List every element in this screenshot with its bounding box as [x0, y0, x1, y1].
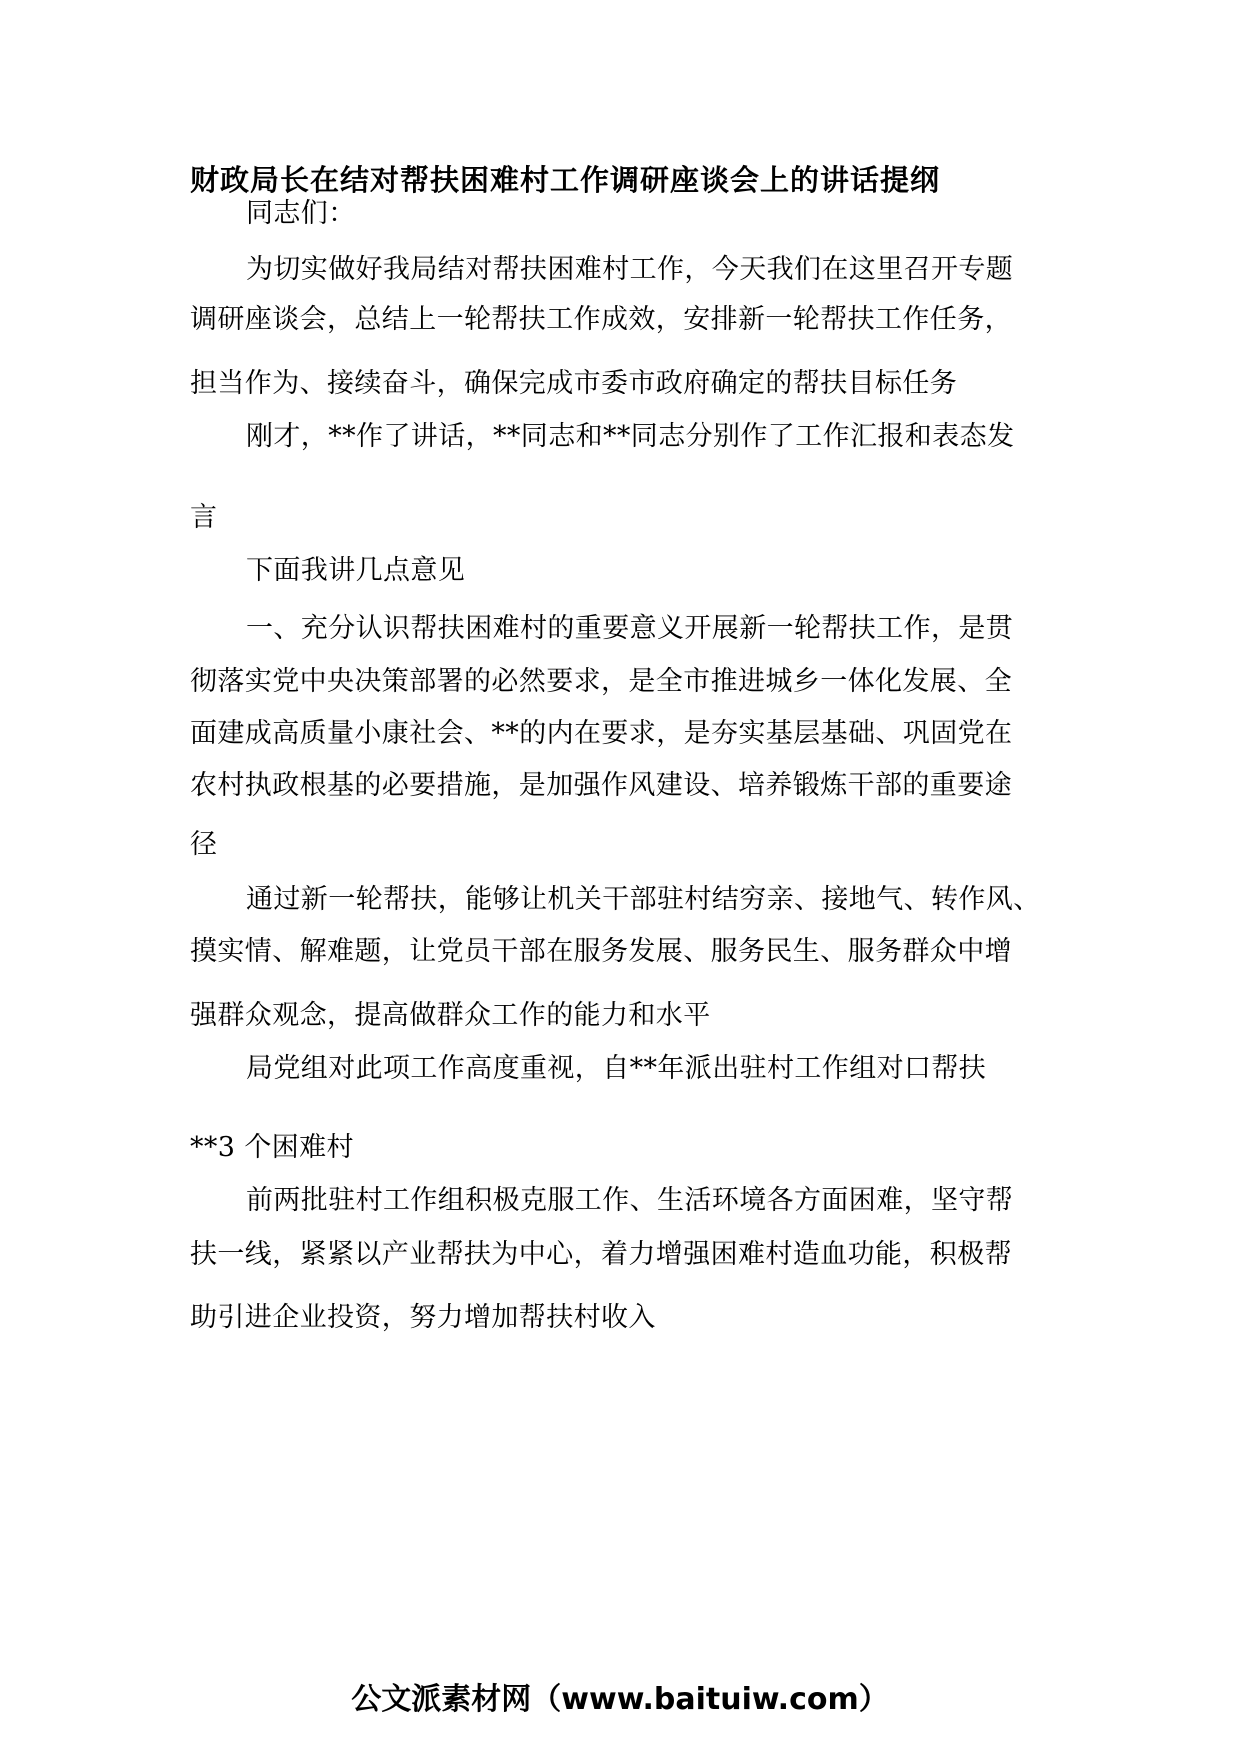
- paragraph-line: 前两批驻村工作组积极克服工作、生活环境各方面困难，坚守帮: [246, 1185, 1014, 1216]
- paragraph-line: 彻落实党中央决策部署的必然要求，是全市推进城乡一体化发展、全: [190, 666, 1012, 697]
- paragraph-line: 助引进企业投资，努力增加帮扶村收入: [190, 1302, 656, 1333]
- paragraph-line: 强群众观念，提高做群众工作的能力和水平: [190, 1000, 711, 1031]
- paragraph-line: 局党组对此项工作高度重视，自**年派出驻村工作组对口帮扶: [246, 1053, 987, 1084]
- document-title: 财政局长在结对帮扶困难村工作调研座谈会上的讲话提纲: [190, 163, 941, 197]
- paragraph-line: 扶一线，紧紧以产业帮扶为中心，着力增强困难村造血功能，积极帮: [190, 1239, 1012, 1270]
- paragraph-line: 下面我讲几点意见: [246, 555, 466, 586]
- paragraph-line: 一、充分认识帮扶困难村的重要意义开展新一轮帮扶工作，是贯: [246, 613, 1014, 644]
- paragraph-line: 径: [190, 829, 218, 860]
- paragraph-line: 调研座谈会，总结上一轮帮扶工作成效，安排新一轮帮扶工作任务，: [190, 304, 1012, 335]
- paragraph-line: 面建成高质量小康社会、**的内在要求，是夯实基层基础、巩固党在: [190, 718, 1013, 749]
- paragraph-line: 摸实情、解难题，让党员干部在服务发展、服务民生、服务群众中增: [190, 936, 1012, 967]
- paragraph-line: 言: [190, 502, 218, 533]
- salutation: 同志们：: [246, 198, 356, 229]
- paragraph-line: 为切实做好我局结对帮扶困难村工作，今天我们在这里召开专题: [246, 254, 1014, 285]
- footer-watermark: 公文派素材网（www.baituiw.com）: [351, 1682, 889, 1717]
- paragraph-line: 担当作为、接续奋斗，确保完成市委市政府确定的帮扶目标任务: [190, 368, 958, 399]
- paragraph-line: 农村执政根基的必要措施，是加强作风建设、培养锻炼干部的重要途: [190, 770, 1012, 801]
- paragraph-line: 通过新一轮帮扶，能够让机关干部驻村结穷亲、接地气、转作风、: [246, 884, 1041, 915]
- paragraph-line: **3 个困难村: [190, 1132, 354, 1163]
- paragraph-line: 刚才，**作了讲话，**同志和**同志分别作了工作汇报和表态发: [246, 421, 1015, 452]
